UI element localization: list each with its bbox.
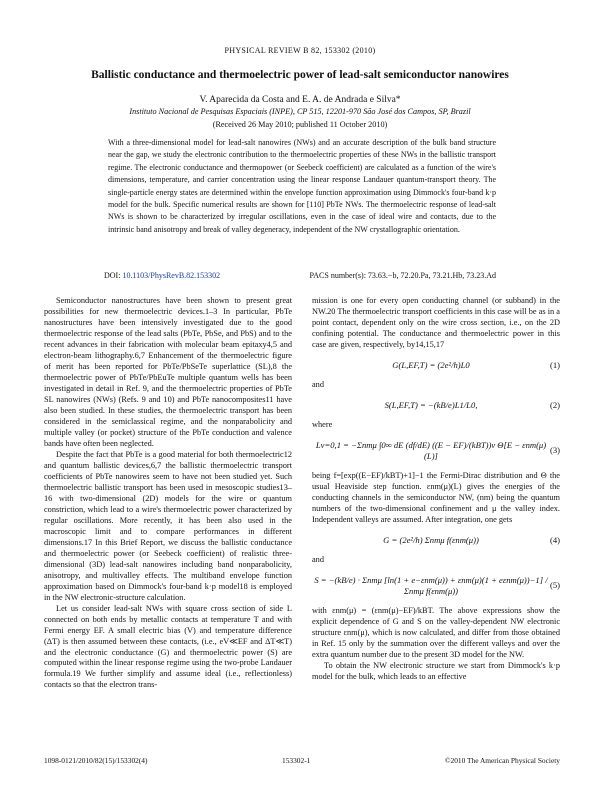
equation-3: [312, 440, 560, 462]
equation-number: (2): [549, 399, 560, 410]
equation-number: (4): [549, 534, 560, 545]
abstract: With a three-dimensional model for lead-salt nanowires (NWs) and an accurate description of the bulk band structure near the gap, we study the electronic contribution to the thermoelectric properties of these NWs in the ballistic transport regime. The electronic conductance and thermopower (or Seebeck coefficient) are calculated as a function of the wire's dimensions, temperature, and carrier concentration using the linear response Landauer quantum-transport theory. The single-particle energy states are determined within the envelope function approximation using Dimmock's four-band k·p model for the bulk. Specific numerical results are shown for [110] PbTe NWs. The thermoelectric response of lead-salt NWs is shown to be characterized by irregular oscillations, even in the case of ideal wire and contacts, due to the intrinsic band anisotropy and break of valley degeneracy, independent of the NW crystallographic orientation.: [108, 138, 496, 234]
equation-2: [312, 400, 560, 411]
connector-text: and: [312, 379, 324, 389]
equation-1: [312, 360, 560, 371]
equation-body: G(L,EF,T) = (2e²/h)L0: [392, 359, 470, 370]
equation-body: Lν=0,1 = −Σnmμ ∫0∞ dE (df/dE) ((E − EF)/(kBT))ν Θ[E − εnm(μ)(L)]: [315, 439, 547, 461]
body-paragraph: Semiconductor nanostructures have been shown to present great possibilities for new thermoelectric devices.1–3 In particular, PbTe nanostructures have been intensively investigated due to the good thermoelectric response of the lead salts (PbTe, PbSe, and PbS) and to the recent advances in their fabrication with molecular beam epitaxy4,5 and electron-beam lithography.6,7 Enhancement of the thermoelectric figure of merit has been reported for PbTe/PbSeTe superlattice (SL),8 the thermoelectric power of PbTe/PbEuTe multiple quantum wells has been investigated in detail in Ref. 9, and the thermoelectric properties of PbTe SL nanowires (NWs) (Refs. 9 and 10) and PbTe nanocomposites11 have also been studied. In these studies, the thermoelectric transport has been considered in the semiclassical regime, and the nonparabolicity and multiple valley (or pocket) structure of the PbTe conduction and valence bands have often been neglected.: [44, 296, 292, 448]
body-paragraph: being f=[exp((E−EF)/kBT)+1]−1 the Fermi-Dirac distribution and Θ the usual Heaviside step function. εnm(μ)(L) gives the energies of the conducting channels in the semiconductor NW, (nm) being the quantum numbers of the two-dimensional confinement and μ the valley index. Independent valleys are assumed. After integration, one gets: [312, 470, 560, 524]
doi-pacs-row: [104, 271, 496, 280]
copyright: ©2010 The American Physical Society: [444, 756, 560, 765]
authors: V. Aparecida da Costa and E. A. de Andrada e Silva*: [199, 95, 401, 105]
received-date: (Received 26 May 2010; published 11 October 2010): [212, 120, 388, 129]
left-column: [44, 296, 292, 691]
equation-number: (3): [549, 445, 560, 456]
connector-text: and: [312, 554, 324, 564]
doi-link[interactable]: 10.1103/PhysRevB.82.153302: [122, 271, 221, 280]
doi-label: DOI:: [104, 271, 121, 280]
equation-body: S = −(kB/e) · Σnmμ [ln(1 + e−εnm(μ)) + εnm(μ)(1 + eεnm(μ))−1] / Σnmμ f(εnm(μ)): [314, 574, 548, 596]
body-paragraph: mission is one for every open conducting channel (or subband) in the NW.20 The thermoelectric transport coefficients in this case will be as in a point contact, dependent only on the wire cross section, i.e., on the 2D confining potential. The conductance and thermoelectric power in this case are given, respectively, by14,15,17: [312, 296, 560, 349]
connector-text: where: [312, 419, 333, 429]
equation-4: [312, 535, 560, 546]
equation-body: G = (2e²/h) Σnmμ f(εnm(μ)): [383, 534, 479, 545]
footer-issn: 1098-0121/2010/82(15)/153302(4): [44, 756, 148, 765]
paper-title: Ballistic conductance and thermoelectric power of lead-salt semiconductor nanowires: [91, 69, 509, 81]
body-paragraph: with εnm(μ) = (εnm(μ)−EF)/kBT. The above expressions show the explicit dependence of G and S on the valley-dependent NW electronic structure εnm(μ), which is now calculated, and differ from those obtained in Ref. 15 only by the summation over the different valleys and over the extra quantum number due to the present 3D model for the NW.: [312, 605, 560, 659]
page-footer: [44, 756, 560, 765]
equation-5: [312, 575, 560, 597]
equation-number: (1): [549, 359, 560, 370]
pacs-numbers: PACS number(s): 73.63.−b, 72.20.Pa, 73.21.Hb, 73.23.Ad: [309, 271, 496, 280]
right-column: [312, 296, 560, 683]
page-number: 153302-1: [282, 756, 311, 765]
equation-number: (5): [549, 580, 560, 591]
journal-header: PHYSICAL REVIEW B 82, 153302 (2010): [224, 46, 376, 55]
body-paragraph: To obtain the NW electronic structure we start from Dimmock's k·p model for the bulk, which leads to an effective: [312, 660, 560, 681]
body-paragraph: Despite the fact that PbTe is a good material for both thermoelectric12 and quantum ballistic devices,6,7 the ballistic thermoelectric transport coefficients of PbTe nanowires seem to have not been studied yet. Such thermoelectric ballistic transport has been used in mesoscopic studies13–16 with two-dimensional (2D) models for the wire or quantum constriction, which lead to a wire's thermoelectric power characterized by regular oscillations. More recently, it has been also used in the macroscopic limit and to compare performances in different dimensions.17 In this Brief Report, we discuss the ballistic conductance and thermoelectric power (or Seebeck coefficient) of realistic three-dimensional (3D) lead-salt nanowires including band nonparabolicity, anisotropy, and multivalley effects. The multiband envelope function approximation based on Dimmock's four-band k·p model18 is employed in the NW electronic-structure calculation.: [44, 449, 292, 602]
body-paragraph: Let us consider lead-salt NWs with square cross section of side L connected on both ends by metallic contacts at temperature T and with Fermi energy EF. A small electric bias (V) and temperature difference (ΔT) is then assumed between these contacts, (i.e., eV≪EF and ΔT≪T) and the electronic conductance (G) and thermoelectric power (S) are computed within the linear response regime using the two-probe Landauer formula.19 We further simplify and assume ideal (i.e., reflectionless) contacts so that the electron trans-: [44, 603, 292, 690]
equation-body: S(L,EF,T) = −(kB/e)L1/L0,: [384, 399, 478, 410]
affiliation: Instituto Nacional de Pesquisas Espaciais (INPE), CP 515, 12201-970 São José dos Campos, SP, Brazil: [129, 107, 471, 116]
doi-block: [104, 271, 220, 280]
